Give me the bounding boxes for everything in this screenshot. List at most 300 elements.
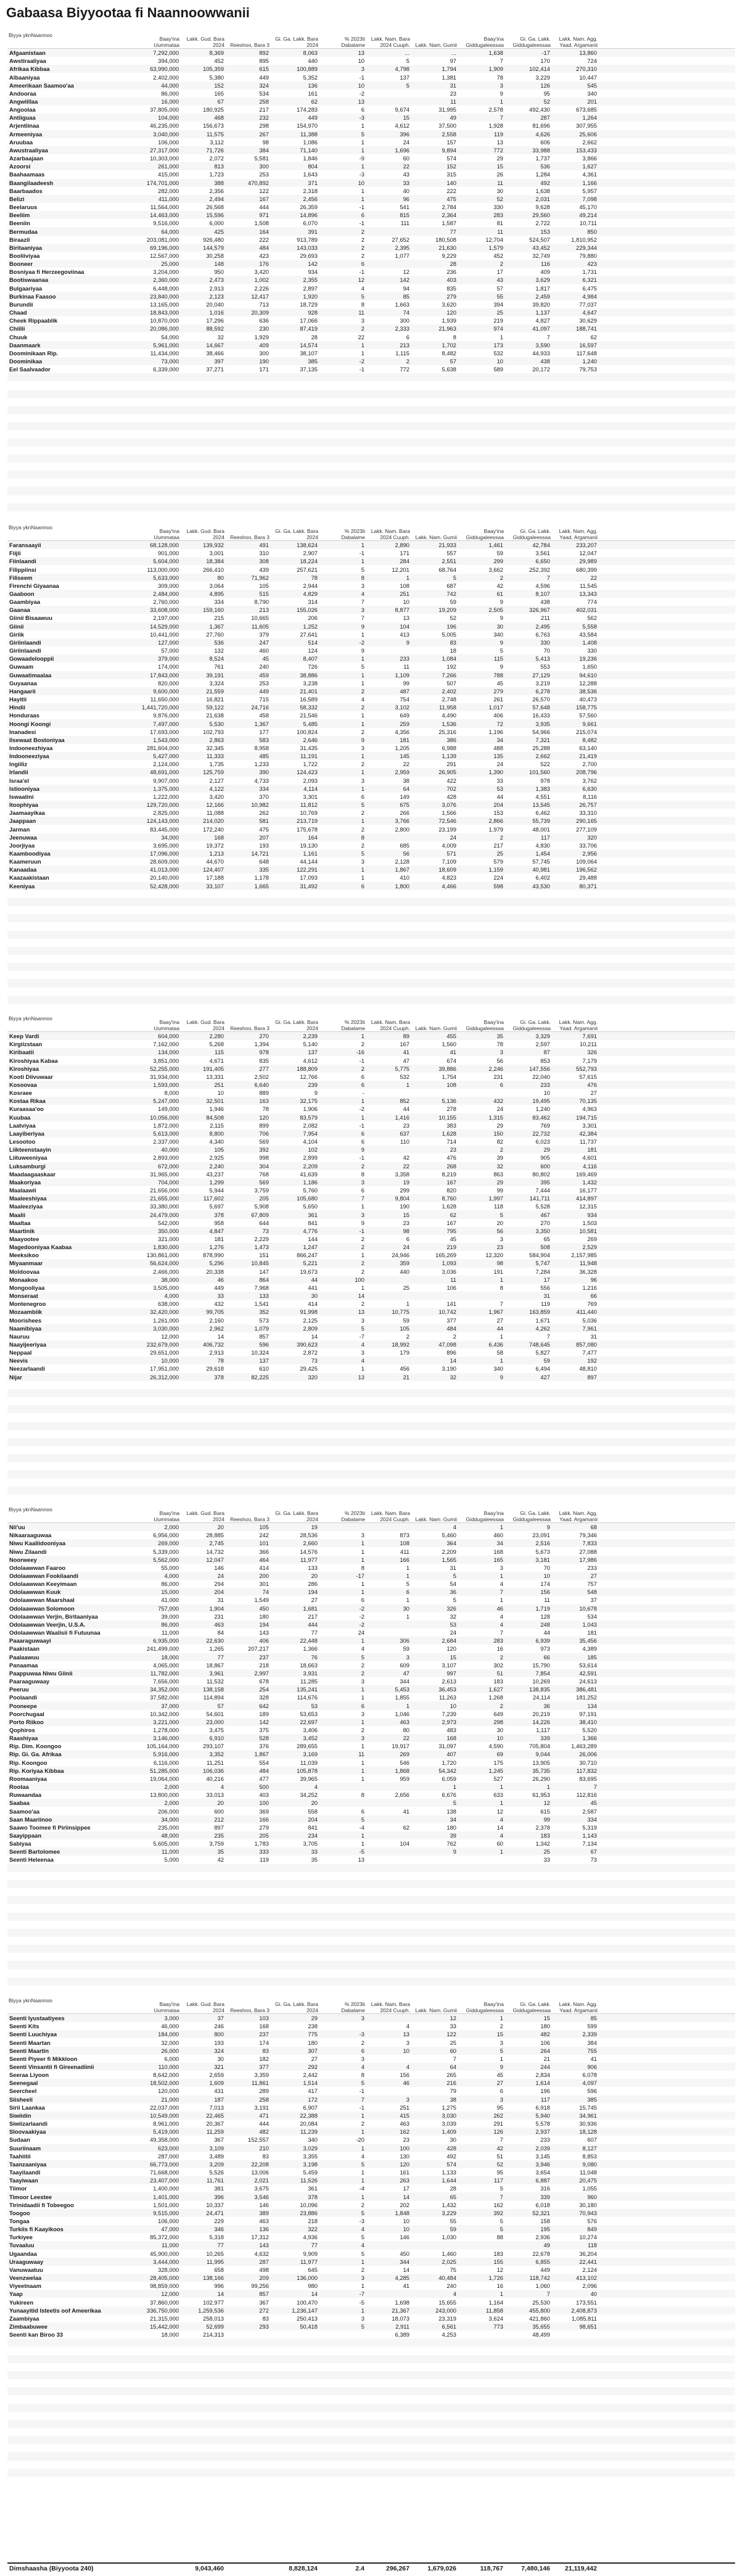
value-cell: 77 (217, 2242, 224, 2249)
value-cell: 1,143 (582, 1832, 597, 1839)
country-name-cell: Ingiiliz (9, 761, 28, 768)
value-cell: 485 (259, 753, 269, 760)
value-cell: 1,868 (395, 1767, 409, 1774)
value-cell: 532 (400, 1073, 409, 1080)
value-cell: 1 (361, 817, 364, 825)
table-row (7, 170, 735, 178)
value-cell: 394 (493, 300, 503, 308)
column-header: % 2023ti Dabalame (341, 36, 365, 48)
value-cell: 2,937 (535, 2128, 550, 2136)
value-cell: 269 (400, 1751, 409, 1758)
value-cell: 1,115 (395, 349, 409, 357)
country-name-cell: Rip. Dim. Koongoo (9, 1743, 62, 1750)
value-cell: 3,624 (488, 2314, 503, 2322)
country-name-cell: Biraazil (9, 236, 30, 243)
value-cell: 292 (308, 2063, 318, 2071)
value-cell: 306 (400, 1637, 409, 1645)
value-cell: 458 (259, 712, 269, 719)
table-row (7, 598, 735, 606)
value-cell: 119 (260, 1856, 269, 1864)
value-cell: 26,568 (206, 204, 224, 211)
value-cell: 287 (540, 114, 550, 122)
value-cell: 58,332 (300, 704, 318, 711)
table-row (7, 1097, 735, 1105)
value-cell: 66 (543, 1653, 550, 1661)
value-cell: 9 (500, 638, 503, 646)
value-cell: 12 (358, 276, 364, 284)
country-name-cell: Meeksikoo (9, 1252, 39, 1259)
country-name-cell: Booneer (9, 260, 33, 268)
value-cell: 2 (361, 1726, 364, 1733)
table-row (7, 1186, 735, 1194)
blank-row (7, 2404, 735, 2412)
value-cell: 6,116,000 (153, 1759, 179, 1766)
value-cell: 36 (543, 1702, 550, 1709)
value-cell: 22,040 (532, 1073, 550, 1080)
value-cell: 1 (500, 1332, 503, 1340)
value-cell: 3 (361, 1532, 364, 1539)
value-cell: 950 (214, 268, 224, 276)
value-cell: 10,845 (251, 1260, 269, 1267)
value-cell: 95 (496, 2103, 503, 2111)
table-row (7, 284, 735, 292)
value-cell: 5,413 (535, 655, 550, 663)
table-row (7, 2144, 735, 2152)
value-cell: 396 (214, 2193, 224, 2200)
value-cell: 29,693 (300, 252, 318, 259)
value-cell: 2 (361, 1300, 364, 1308)
value-cell: 5 (406, 81, 409, 89)
value-cell: 48,000 (161, 1832, 179, 1839)
value-cell: 192 (446, 663, 456, 671)
value-cell: 477 (259, 1775, 269, 1782)
value-cell: 649 (400, 712, 409, 719)
value-cell: 364 (446, 1540, 456, 1547)
value-cell: 2,473 (209, 276, 224, 284)
value-cell: 9,516,000 (153, 220, 179, 227)
table-row (7, 1596, 735, 1604)
value-cell: 5,957 (582, 187, 597, 194)
value-cell: 25 (543, 1848, 550, 1856)
column-header: Gi. Ga. Lakk. Bara 2024 (275, 2001, 318, 2013)
value-cell: 1,638 (535, 187, 550, 194)
table-body (7, 1032, 735, 1495)
value-cell: 270,310 (576, 65, 597, 73)
value-cell: 191 (493, 1268, 503, 1275)
value-cell: 334 (587, 1815, 597, 1823)
value-cell: 143,033 (297, 244, 318, 251)
value-cell: 29,989 (579, 558, 597, 565)
value-cell: 22,630 (206, 1637, 224, 1645)
blank-row (7, 979, 735, 987)
value-cell: 26,006 (579, 1751, 597, 1758)
value-cell: 11,000 (162, 1629, 179, 1637)
value-cell: -7 (359, 2290, 364, 2298)
value-cell: 170 (540, 57, 550, 65)
blank-row (7, 1896, 735, 1904)
country-name-cell: Mozaambiik (9, 1308, 43, 1316)
column-header: Biyya yknNaannoo (9, 524, 52, 530)
value-cell: 2,364 (442, 212, 456, 219)
value-cell: 161 (308, 89, 318, 97)
table-body (7, 2014, 735, 2477)
country-name-cell: Veenzwelaa (9, 2274, 42, 2282)
value-cell: -2 (359, 89, 364, 97)
value-cell: 1,366 (303, 1645, 318, 1653)
value-cell: 1,867 (254, 1751, 269, 1758)
value-cell: 16,821 (206, 696, 224, 703)
value-cell: 7,833 (582, 1540, 597, 1547)
value-cell: 55,739 (532, 817, 550, 825)
value-cell: 23 (403, 1121, 409, 1129)
value-cell: 841 (308, 1823, 318, 1831)
value-cell: 165,269 (435, 1252, 456, 1259)
value-cell: 299 (493, 558, 503, 565)
value-cell: 2,745 (209, 1540, 224, 1547)
value-cell: 403 (259, 1791, 269, 1799)
value-cell: 294 (214, 1580, 224, 1588)
value-cell: 6,018 (535, 2201, 550, 2208)
value-cell: 28,609,000 (150, 858, 179, 865)
blank-row (7, 406, 735, 414)
value-cell: 428 (446, 2144, 456, 2152)
value-cell: 10,549,000 (150, 2112, 179, 2119)
value-cell: 482 (540, 2031, 550, 2038)
value-cell: 204 (308, 1815, 318, 1823)
value-cell: 59 (450, 2226, 456, 2233)
value-cell: 12,320 (485, 1252, 503, 1259)
value-cell: 126 (540, 81, 550, 89)
value-cell: 23,199 (438, 825, 456, 833)
value-cell: 164 (308, 833, 318, 841)
value-cell: 77 (311, 1629, 318, 1637)
value-cell: 35 (217, 1848, 224, 1856)
value-cell: 15 (403, 114, 409, 122)
value-cell: 45,170 (579, 204, 597, 211)
table-row (7, 1202, 735, 1210)
value-cell: 413,102 (576, 2274, 597, 2282)
value-cell: 6 (361, 260, 364, 268)
value-cell: 901,000 (158, 550, 179, 557)
total-value: 9,043,460 (195, 2565, 224, 2572)
country-name-cell: Turkiis fi Kaayikoos (9, 2226, 64, 2233)
value-cell: 37 (217, 2015, 224, 2022)
value-cell: 20,086,000 (150, 325, 179, 332)
blank-row (7, 1389, 735, 1397)
country-name-cell: Nijar (9, 1373, 22, 1381)
value-cell: 574 (446, 155, 456, 162)
blank-row (7, 947, 735, 955)
blank-row (7, 447, 735, 455)
value-cell: 83 (262, 2152, 269, 2160)
value-cell: 7 (361, 614, 364, 622)
blank-row (7, 1487, 735, 1495)
blank-row (7, 2379, 735, 2387)
value-cell: 138,835 (529, 1686, 550, 1693)
value-cell: 28,405,000 (150, 2274, 179, 2282)
value-cell: 57,615 (579, 1073, 597, 1080)
value-cell: 2,825,000 (153, 809, 179, 817)
value-cell: 773 (493, 2323, 503, 2330)
value-cell: 105,164,000 (146, 1743, 179, 1750)
value-cell: 7,691 (582, 1033, 597, 1040)
value-cell: 279 (493, 687, 503, 695)
value-cell: 769 (587, 1300, 597, 1308)
value-cell: 2 (361, 704, 364, 711)
value-cell: 7 (546, 333, 550, 341)
value-cell: 1,247 (303, 1244, 318, 1251)
value-cell: 2,925 (209, 1154, 224, 1162)
value-cell: 117 (494, 2177, 503, 2184)
table-row (7, 793, 735, 801)
value-cell: 39,820 (532, 300, 550, 308)
value-cell: 4,612 (395, 122, 409, 130)
value-cell: 1,268 (488, 1694, 503, 1701)
value-cell: 11,251 (207, 1759, 224, 1766)
table-header (7, 518, 735, 541)
value-cell: 266,410 (203, 566, 224, 573)
value-cell: 19,064,000 (150, 1775, 179, 1782)
value-cell: -2 (359, 638, 364, 646)
value-cell: 1,178 (254, 874, 269, 881)
value-cell: 11,526 (300, 2177, 318, 2184)
value-cell: 181 (214, 1235, 224, 1242)
value-cell: 267 (259, 130, 269, 138)
value-cell: 2,226 (254, 284, 269, 292)
value-cell: 6 (361, 1807, 364, 1815)
value-cell: 2,516 (535, 1540, 550, 1547)
value-cell: 20 (311, 1799, 318, 1807)
value-cell: 53 (450, 1620, 456, 1628)
value-cell: 142 (308, 260, 318, 268)
value-cell: 17 (543, 1276, 550, 1283)
value-cell: 11 (358, 1751, 364, 1758)
value-cell: 23 (496, 1244, 503, 1251)
value-cell: 103 (259, 2015, 269, 2022)
value-cell: 37,860,000 (150, 2298, 179, 2306)
value-cell: 835 (446, 284, 456, 292)
blank-row (7, 931, 735, 939)
country-name-cell: Porto Riikoo (9, 1718, 44, 1725)
value-cell: 849 (587, 2226, 597, 2233)
value-cell: 72 (496, 720, 503, 727)
value-cell: 1 (546, 1783, 550, 1791)
value-cell: 28,536 (300, 1532, 318, 1539)
blank-row (7, 2355, 735, 2363)
value-cell: 449 (540, 2266, 550, 2273)
value-cell: 1,432 (442, 2201, 456, 2208)
country-name-cell: Yunaayitid Isteetis oof Ameerikaa (9, 2306, 101, 2314)
value-cell: 24 (450, 833, 456, 841)
value-cell: -20 (356, 2136, 364, 2144)
value-cell: 3 (361, 2274, 364, 2282)
table-row (7, 1227, 735, 1235)
country-name-cell: Baarbaados (9, 187, 43, 194)
table-row (7, 1604, 735, 1612)
value-cell: 1,205 (395, 744, 409, 751)
value-cell: 61,953 (532, 1791, 550, 1799)
value-cell: 1 (406, 1300, 409, 1308)
value-cell: 3,452 (303, 1735, 318, 1742)
blank-row (7, 2363, 735, 2371)
value-cell: 4,262 (535, 1324, 550, 1332)
table-row (7, 122, 735, 130)
value-cell: 1 (361, 720, 364, 727)
country-name-cell: Kiroshiyaa (9, 1065, 39, 1072)
value-cell: 23 (403, 1219, 409, 1226)
value-cell: 4,000 (164, 1572, 179, 1580)
table-row (7, 1750, 735, 1758)
value-cell: 3,181 (535, 1556, 550, 1563)
value-cell: 41 (590, 2055, 597, 2062)
value-cell: 959 (400, 1775, 409, 1782)
value-cell: 7,854 (535, 1669, 550, 1677)
value-cell: 6 (361, 1596, 364, 1604)
value-cell: 4 (453, 2290, 456, 2298)
value-cell: 1 (361, 1832, 364, 1839)
value-cell: 339 (540, 1735, 550, 1742)
value-cell: 22,448 (300, 1637, 318, 1645)
value-cell: 444 (259, 204, 269, 211)
value-cell: 850 (587, 228, 597, 235)
column-header: % 2023ti Dabalame (341, 2001, 365, 2013)
value-cell: 40,216 (206, 1775, 224, 1782)
value-cell: 460 (493, 1532, 503, 1539)
value-cell: 463 (259, 2217, 269, 2224)
value-cell: 2,072 (209, 155, 224, 162)
value-cell: 183 (540, 1832, 550, 1839)
value-cell: 56,624,000 (150, 1260, 179, 1267)
value-cell: 37,500 (438, 122, 456, 130)
value-cell: 83 (450, 638, 456, 646)
value-cell: 1 (500, 333, 503, 341)
country-name-cell: Awustraaliyaa (9, 146, 48, 154)
value-cell: 56 (403, 850, 409, 857)
value-cell: 23 (403, 2136, 409, 2144)
blank-row (7, 463, 735, 471)
value-cell: 41,013,000 (150, 866, 179, 873)
value-cell: 181,252 (576, 1694, 597, 1701)
blank-row (7, 2444, 735, 2452)
country-name-cell: Liituweeniyaa (9, 1154, 47, 1162)
table-row (7, 1693, 735, 1701)
value-cell: 9 (361, 1146, 364, 1154)
value-cell: 1,855 (395, 1694, 409, 1701)
table-row (7, 203, 735, 211)
value-cell: 385 (308, 358, 318, 365)
value-cell: 800 (214, 2031, 224, 2038)
value-cell: 4,776 (303, 1227, 318, 1234)
value-cell: 648 (259, 858, 269, 865)
value-cell: 3,851,000 (153, 1057, 179, 1064)
value-cell: 11,545 (580, 582, 597, 589)
value-cell: 10 (543, 1572, 550, 1580)
value-cell: 571 (446, 850, 456, 857)
value-cell: -2 (359, 1620, 364, 1628)
country-name-cell: Honduraas (9, 712, 39, 719)
value-cell: 2,872 (303, 1349, 318, 1356)
value-cell: 6,448,000 (153, 284, 179, 292)
value-cell: 1 (361, 341, 364, 349)
table-row (7, 1588, 735, 1596)
value-cell: 31 (450, 81, 456, 89)
value-cell: 1 (361, 1840, 364, 1847)
value-cell: 180 (540, 2023, 550, 2030)
value-cell: 321 (214, 2063, 224, 2071)
country-name-cell: Tiimor (9, 2185, 27, 2192)
value-cell: 1,461 (488, 542, 503, 549)
country-name-cell: Tongaa (9, 2217, 30, 2224)
value-cell: 284 (400, 558, 409, 565)
value-cell: 277 (259, 1065, 269, 1072)
value-cell: 31 (217, 1596, 224, 1604)
value-cell: 1 (361, 2169, 364, 2176)
value-cell: 33,608,000 (150, 606, 179, 614)
value-cell: 100,824 (297, 728, 318, 735)
value-cell: 1,139 (442, 753, 456, 760)
value-cell: 1,375,000 (153, 785, 179, 792)
value-cell: 29,651,000 (150, 1349, 179, 1356)
value-cell: 97 (450, 57, 456, 65)
value-cell: 4,601 (582, 1154, 597, 1162)
value-cell: 16,433 (532, 712, 550, 719)
value-cell: 11 (544, 1596, 550, 1604)
value-cell: 1,735 (209, 761, 224, 768)
value-cell: 2,442 (303, 2071, 318, 2079)
value-cell: 162 (400, 2128, 409, 2136)
report-title: Gabaasa Biyyootaa fi Naannoowwanii (6, 5, 250, 20)
value-cell: 72,546 (438, 817, 456, 825)
value-cell: 168 (259, 2023, 269, 2030)
value-cell: 44,933 (532, 349, 550, 357)
table-row (7, 1677, 735, 1685)
value-cell: 1,261,000 (153, 1316, 179, 1324)
value-cell: 16,597 (579, 341, 597, 349)
country-name-cell: Kooti Diivuwaar (9, 1073, 53, 1080)
blank-row (7, 898, 735, 906)
value-cell: 522 (540, 761, 550, 768)
value-cell: 173 (493, 341, 503, 349)
country-name-cell: Sabiyaa (9, 1840, 31, 1847)
value-cell: 22,037,000 (150, 2103, 179, 2111)
value-cell: 5,268 (209, 1041, 224, 1048)
value-cell: 28 (311, 333, 318, 341)
value-cell: 892 (259, 49, 269, 57)
country-name-cell: Chaad (9, 309, 27, 316)
value-cell: 10,274 (579, 2234, 597, 2241)
value-cell: 1,794 (442, 65, 456, 73)
table-row (7, 1718, 735, 1726)
value-cell: 444 (259, 2120, 269, 2128)
value-cell: 10 (403, 2047, 409, 2054)
value-cell: 33,107 (206, 882, 224, 890)
value-cell: 238 (308, 2023, 318, 2030)
value-cell: 4,823 (442, 874, 456, 881)
value-cell: 231 (214, 1612, 224, 1620)
value-cell: 5,318 (209, 2234, 224, 2241)
value-cell: 13 (496, 138, 503, 146)
value-cell: 27 (590, 1572, 597, 1580)
value-cell: 383 (446, 1121, 456, 1129)
value-cell: 18,128 (579, 2128, 597, 2136)
value-cell: 1,702 (442, 341, 456, 349)
total-value: 2.4 (355, 2565, 364, 2572)
value-cell: 7 (546, 574, 550, 581)
value-cell: 10,742 (438, 1308, 456, 1316)
value-cell: 32 (217, 333, 224, 341)
value-cell: 212 (214, 1815, 224, 1823)
blank-row (7, 2395, 735, 2403)
